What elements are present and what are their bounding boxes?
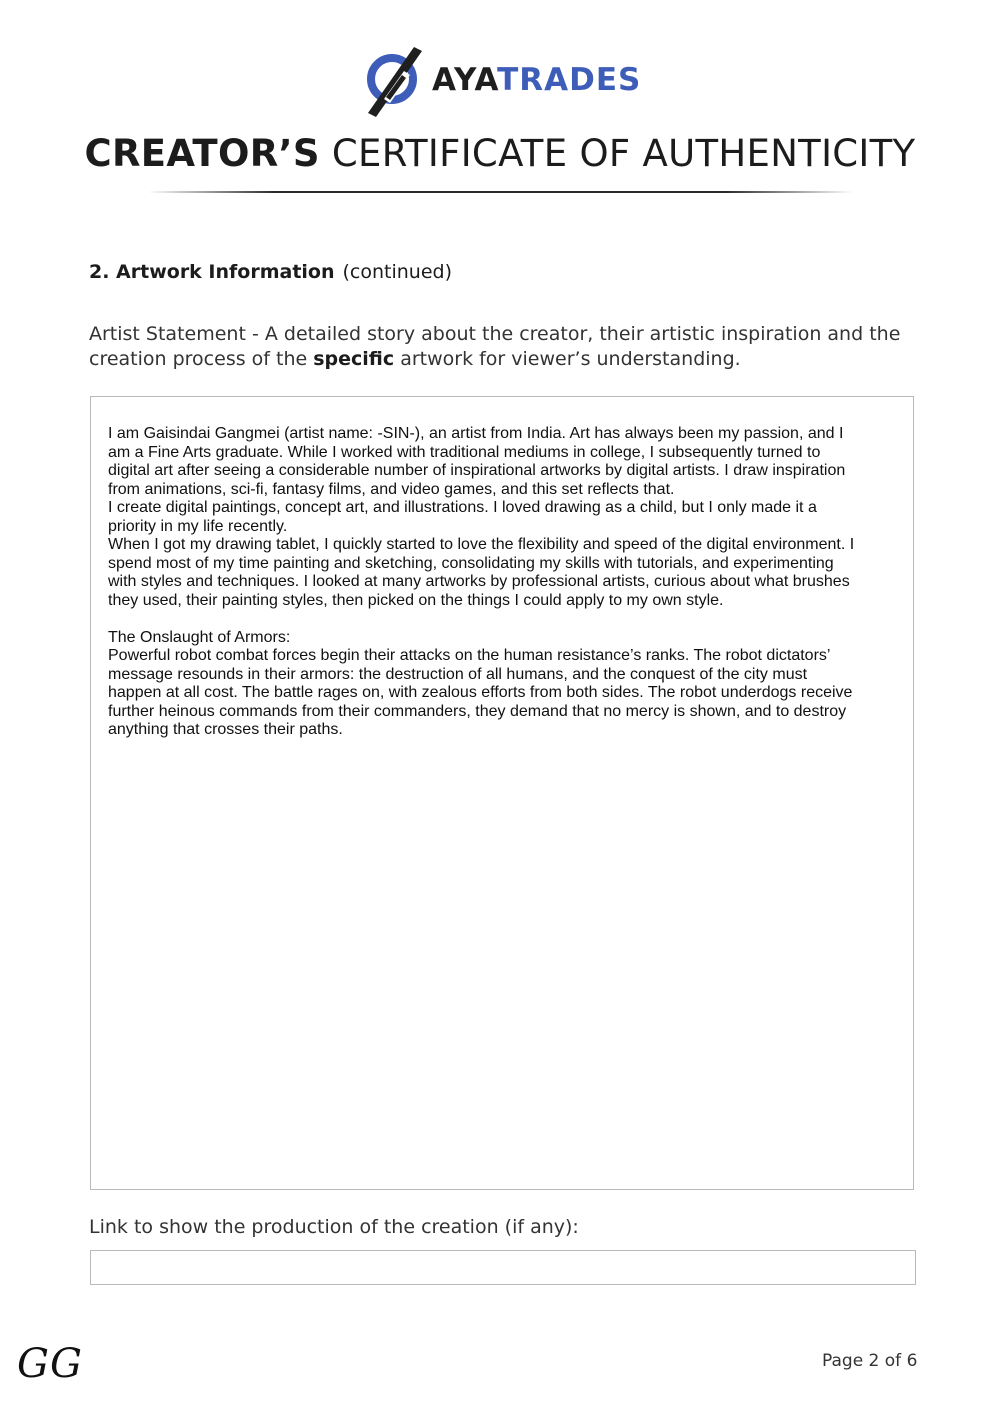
artist-statement-label-part2: artwork for viewer’s understanding. <box>394 348 741 370</box>
production-link-label: Link to show the production of the creation (if any): <box>89 1216 579 1238</box>
ayatrades-logo <box>362 40 652 120</box>
brand-name <box>432 61 642 98</box>
ayatrades-logo-icon <box>362 41 426 119</box>
signature-initials: GG <box>17 1341 83 1387</box>
certificate-title <box>0 132 1000 176</box>
certificate-title-light: CERTIFICATE OF AUTHENTICITY <box>331 132 916 175</box>
production-link-field[interactable] <box>90 1250 916 1285</box>
section-heading-suffix: (continued) <box>342 261 453 283</box>
certificate-title-bold: CREATOR’S <box>84 132 320 175</box>
artist-statement-field[interactable] <box>90 396 914 1190</box>
page-number: Page 2 of 6 <box>822 1351 918 1371</box>
section-heading-title: 2. Artwork Information <box>89 261 335 283</box>
artist-statement-text: I am Gaisindai Gangmei (artist name: -SIN-), an artist from India. Art has always been my passion, and I am a Fine Arts graduate. While I worked with traditional mediums in college, I subsequently turned to digital art after seeing a considerable number of inspirational artworks by digital artists. I draw inspiration from animations, sci-fi, fantasy films, and video games, and this set reflects that. I create digital paintings, concept art, and illustrations. I loved drawing as a child, but I only made it a priority in my life recently. When I got my drawing tablet, I quickly started to love the flexibility and speed of the digital environment. I spend most of my time painting and sketching, consolidating my skills with tutorials, and experimenting with styles and techniques. I looked at many artworks by professional artists, curious about what brushes they used, their painting styles, then picked on the things I could apply to my own style. The Onslaught of Armors: Powerful robot combat forces begin their attacks on the human resistance’s ranks. The robot dictators’ message resounds in their armors: the destruction of all humans, and the conquest of the city must happen at all cost. The battle rages on, with zealous efforts from both sides. The robot underdogs receive further heinous commands from their commanders, they demand that no mercy is shown, and to destroy anything that crosses their paths. <box>108 425 855 738</box>
section-heading <box>89 259 452 285</box>
title-divider <box>148 191 853 193</box>
brand-name-part1: AYA <box>432 61 498 98</box>
brand-name-part2: TRADES <box>497 61 642 98</box>
artist-statement-label <box>89 322 909 372</box>
artist-statement-label-bold: specific <box>313 348 395 370</box>
artist-statement-label-part1: Artist Statement - A detailed story about the creator, their artistic inspiration and the creation process of the <box>89 323 901 370</box>
